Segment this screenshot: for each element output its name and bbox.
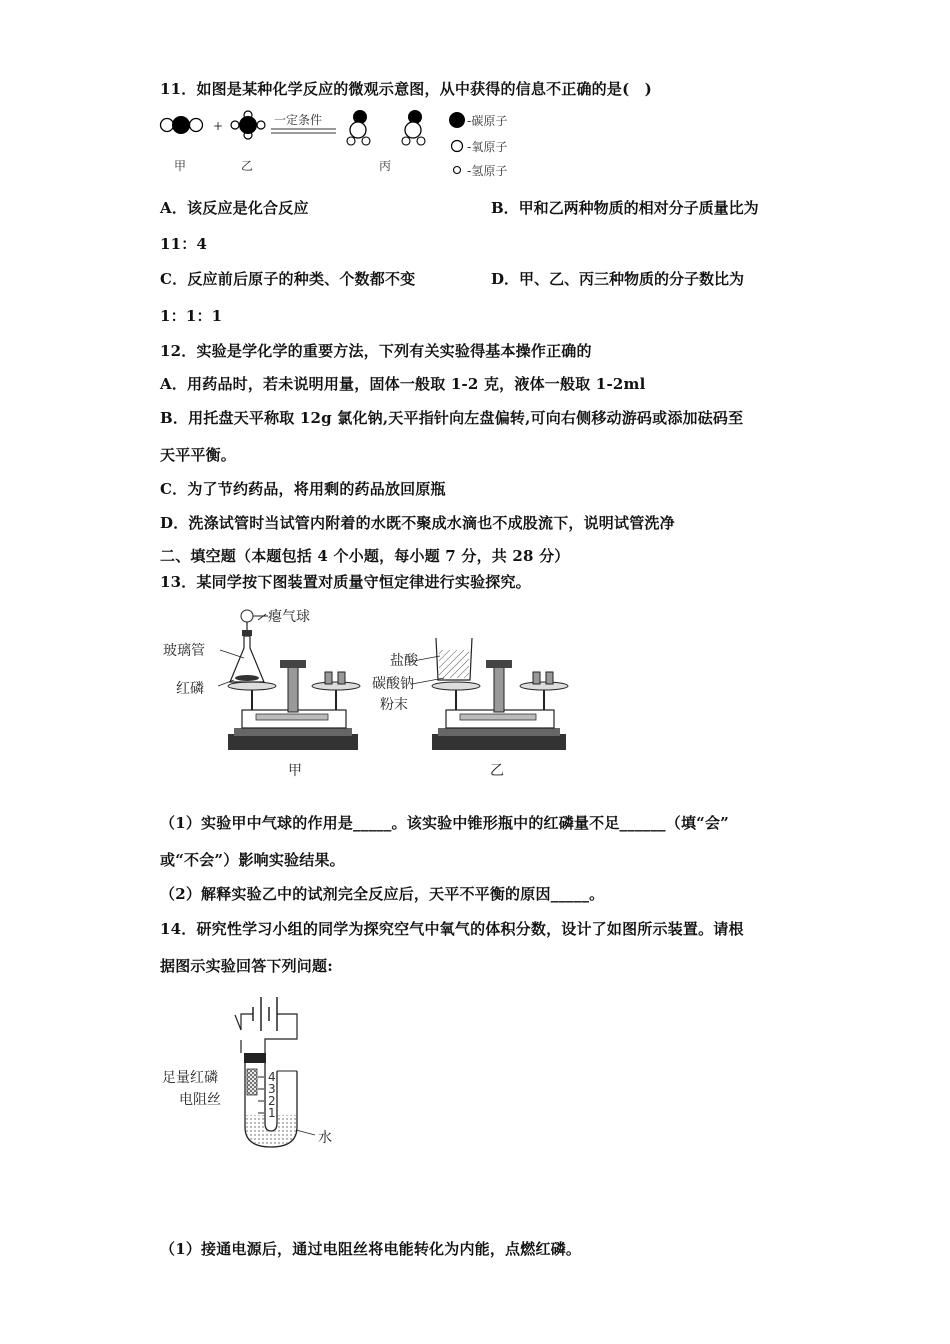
- q11-option-b-cont: 11：4: [160, 235, 208, 253]
- label-balloon: 瘪气球: [268, 609, 310, 625]
- balance-yi: [408, 638, 568, 750]
- q11-option-b: B．甲和乙两种物质的相对分子质量比为: [491, 199, 759, 217]
- label-jia: 甲: [174, 159, 187, 173]
- label-powder: 粉末: [380, 697, 408, 713]
- q11-option-a: A．该反应是化合反应: [160, 199, 309, 217]
- legend-oxygen: -氧原子: [467, 140, 508, 154]
- label-jia-balance: 甲: [288, 763, 302, 779]
- q11-option-d: D．甲、乙、丙三种物质的分子数比为: [491, 270, 745, 288]
- label-bing: 丙: [379, 159, 392, 173]
- q11-option-d-cont: 1：1：1: [160, 307, 223, 325]
- scale-mark-2: 2: [268, 1094, 276, 1108]
- label-sodium-carbonate: 碳酸钠: [372, 676, 414, 692]
- q12-option-a: A．用药品时，若未说明用量，固体一般取 1-2 克，液体一般取 1-2ml: [160, 375, 646, 393]
- q12-option-b-cont: 天平平衡。: [160, 446, 237, 464]
- q12-option-b: B．用托盘天平称取 12g 氯化钠,天平指针向左盘偏转,可向右侧移动游码或添加砝码至: [160, 409, 744, 427]
- condition-label: 一定条件: [274, 113, 323, 127]
- scale-mark-1: 1: [268, 1106, 276, 1120]
- q14-stem: 14．研究性学习小组的同学为探究空气中氧气的体积分数，设计了如图所示装置。请根: [160, 920, 744, 938]
- q11-reaction-figure: [158, 106, 538, 181]
- q11-stem: 11．如图是某种化学反应的微观示意图，从中获得的信息不正确的是( ): [160, 80, 652, 98]
- label-glass-tube: 玻璃管: [163, 643, 205, 659]
- q13-part-2: （2）解释实验乙中的试剂完全反应后，天平不平衡的原因_____。: [160, 885, 605, 903]
- q13-part-1-cont: 或“不会”）影响实验结果。: [160, 851, 345, 869]
- label-excess-red-phosphorus: 足量红磷: [162, 1070, 218, 1086]
- q12-option-d: D．洗涤试管时当试管内附着的水既不聚成水滴也不成股流下，说明试管洗净: [160, 514, 675, 532]
- q14-stem-cont: 据图示实验回答下列问题:: [160, 957, 333, 975]
- label-red-phosphorus: 红磷: [176, 681, 204, 697]
- plus-sign: +: [213, 119, 224, 133]
- label-hydrochloric-acid: 盐酸: [390, 653, 418, 669]
- legend-carbon: -碳原子: [467, 114, 508, 128]
- balance-jia: [218, 610, 360, 750]
- q13-balance-figure: [160, 600, 580, 785]
- section-2-heading: 二、填空题（本题包括 4 个小题，每小题 7 分，共 28 分）: [160, 547, 570, 565]
- legend-hydrogen: -氢原子: [467, 164, 508, 178]
- q12-option-c: C．为了节约药品，将用剩的药品放回原瓶: [160, 480, 446, 498]
- label-water: 水: [318, 1130, 332, 1146]
- q14-part-1: （1）接通电源后，通过电阻丝将电能转化为内能，点燃红磷。: [160, 1240, 582, 1258]
- label-resistance-wire: 电阻丝: [179, 1092, 221, 1108]
- q11-option-c: C．反应前后原子的种类、个数都不变: [160, 270, 416, 288]
- q13-part-1: （1）实验甲中气球的作用是_____。该实验中锥形瓶中的红磷量不足______（填“会”: [160, 814, 729, 832]
- scale-mark-4: 4: [268, 1070, 276, 1084]
- scale-mark-3: 3: [268, 1082, 276, 1096]
- label-yi: 乙: [241, 159, 254, 173]
- q12-stem: 12．实验是学化学的重要方法，下列有关实验得基本操作正确的: [160, 342, 592, 360]
- q13-stem: 13．某同学按下图装置对质量守恒定律进行实验探究。: [160, 573, 531, 591]
- label-yi-balance: 乙: [490, 763, 504, 779]
